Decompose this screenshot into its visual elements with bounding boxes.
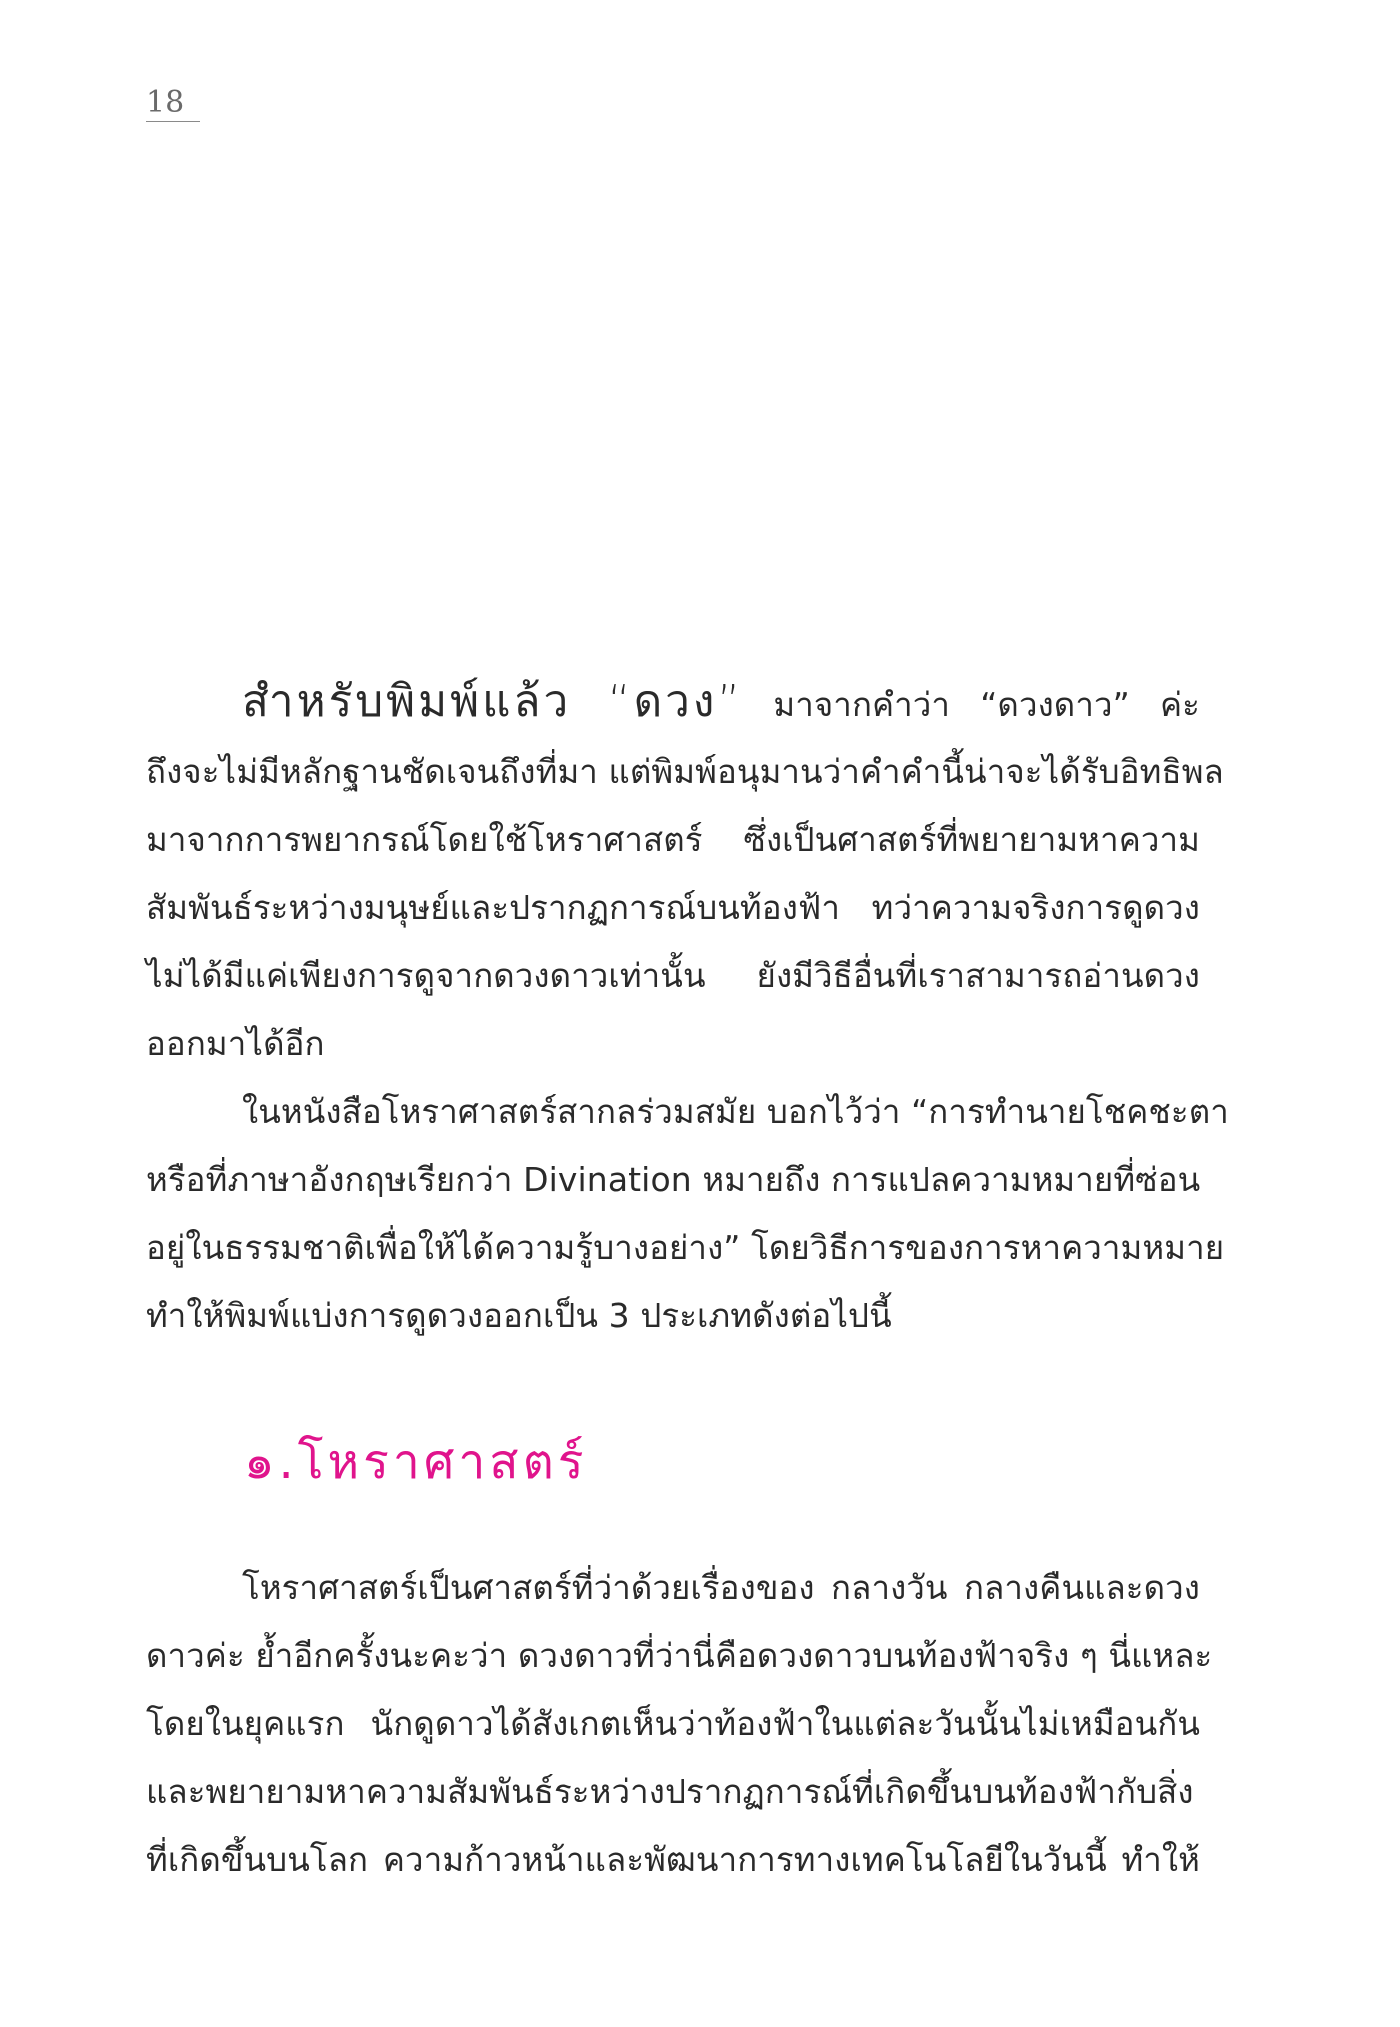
paragraph2-line: ในหนังสือโหราศาสตร์สากลร่วมสมัย บอกไว้ว่า “การทำนายโชคชะตา: [242, 1092, 1229, 1131]
section1-line: ที่เกิดขึ้นบนโลก ความก้าวหน้าและพัฒนาการทางเทคโนโลยีในวันนี้ ทำให้: [146, 1840, 1200, 1879]
intro-display-words: สำหรับพิมพ์แล้ว “ดวง”: [242, 676, 744, 727]
section1-line: ดาวค่ะ ย้ำอีกครั้งนะคะว่า ดวงดาวที่ว่านี่คือดวงดาวบนท้องฟ้าจริง ๆ นี่แหละ: [146, 1636, 1213, 1675]
intro-first-line: [242, 672, 1200, 735]
intro-line: สัมพันธ์ระหว่างมนุษย์และปรากฏการณ์บนท้องฟ้า ทว่าความจริงการดูดวง: [146, 888, 1200, 927]
paragraph2-line: อยู่ในธรรมชาติเพื่อให้ได้ความรู้บางอย่าง” โดยวิธีการของการหาความหมาย: [146, 1228, 1225, 1267]
intro-line: ถึงจะไม่มีหลักฐานชัดเจนถึงที่มา แต่พิมพ์อนุมานว่าคำคำนี้น่าจะได้รับอิทธิพล: [146, 752, 1224, 791]
intro-line: มาจากการพยากรณ์โดยใช้โหราศาสตร์ ซึ่งเป็นศาสตร์ที่พยายามหาความ: [146, 820, 1200, 859]
section1-line: โดยในยุคแรก นักดูดาวได้สังเกตเห็นว่าท้องฟ้าในแต่ละวันนั้นไม่เหมือนกัน: [146, 1704, 1200, 1743]
section1-line: และพยายามหาความสัมพันธ์ระหว่างปรากฏการณ์ที่เกิดขึ้นบนท้องฟ้ากับสิ่ง: [146, 1772, 1194, 1811]
section-heading: ๑.โหราศาสตร์: [244, 1434, 588, 1490]
page-number: 18: [146, 85, 185, 120]
paragraph2-line: หรือที่ภาษาอังกฤษเรียกว่า Divination หมายถึง การแปลความหมายที่ซ่อน: [146, 1160, 1201, 1199]
section1-line: โหราศาสตร์เป็นศาสตร์ที่ว่าด้วยเรื่องของ กลางวัน กลางคืนและดวง: [242, 1568, 1200, 1607]
intro-line-rest: มาจากคำว่า “ดวงดาว” ค่ะ: [773, 685, 1200, 724]
paragraph2-line: ทำให้พิมพ์แบ่งการดูดวงออกเป็น 3 ประเภทดังต่อไปนี้: [146, 1296, 892, 1335]
page-number-underline: [146, 121, 200, 122]
intro-line: ออกมาได้อีก: [146, 1024, 325, 1063]
intro-line: ไม่ได้มีแค่เพียงการดูจากดวงดาวเท่านั้น ยังมีวิธีอื่นที่เราสามารถอ่านดวง: [146, 956, 1200, 995]
